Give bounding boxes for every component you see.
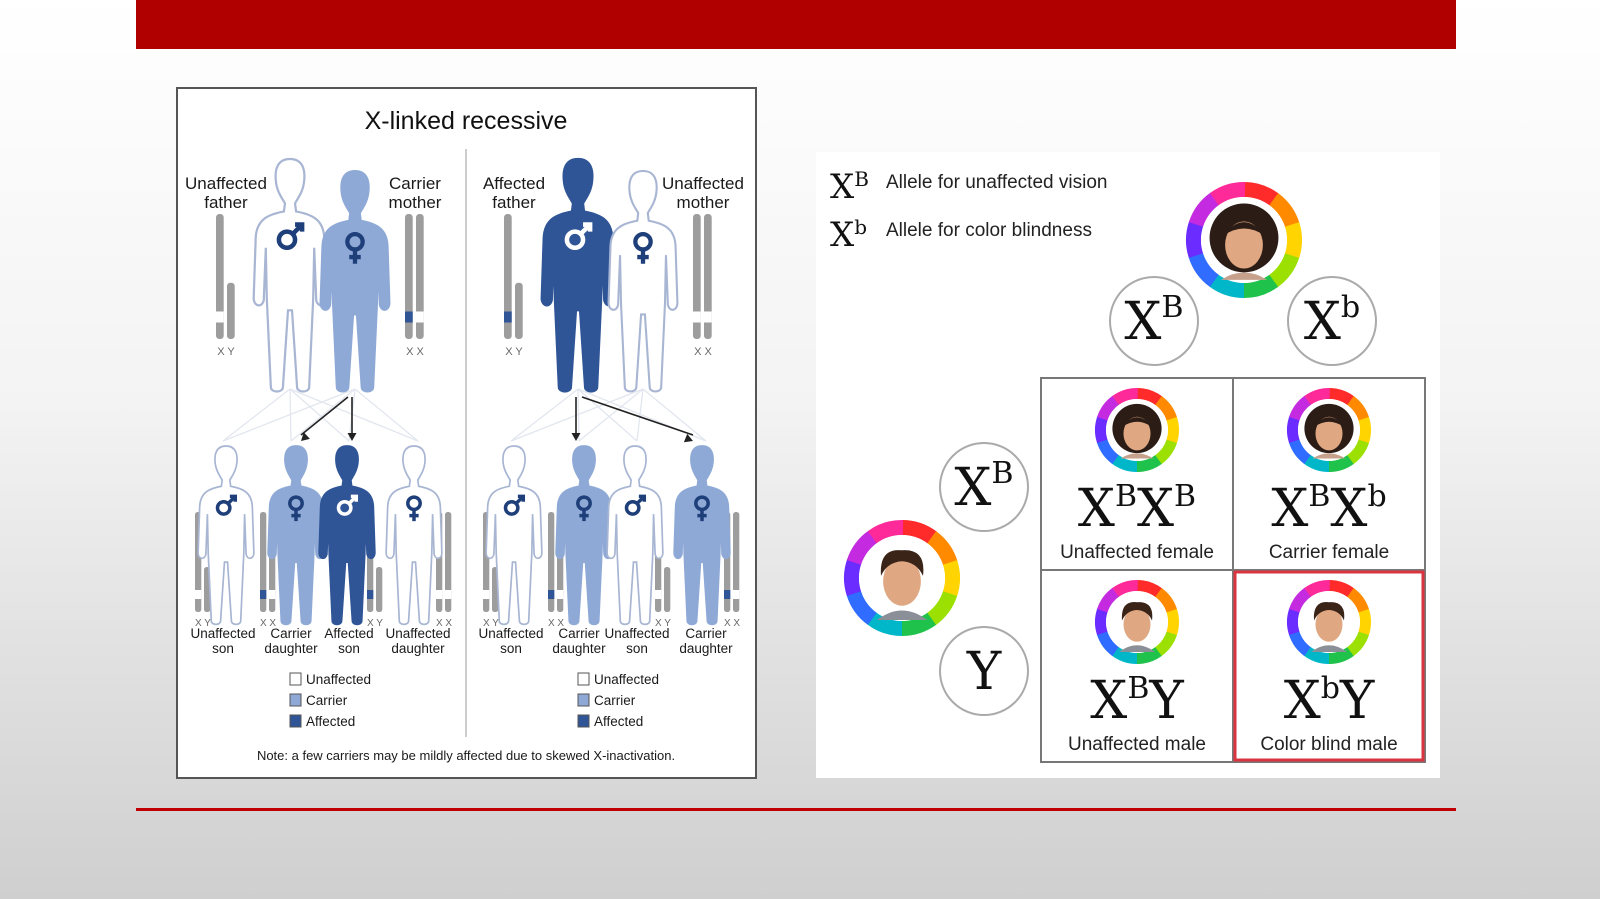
svg-text:Affected: Affected [324,626,374,641]
mother-allele-circle [1288,277,1376,365]
child-figure [319,446,375,624]
phenotype-label: Unaffected male [1067,734,1207,755]
pedigree-legend [290,672,371,729]
legend-label: Carrier [594,693,636,708]
svg-text:son: son [338,641,360,656]
svg-text:daughter: daughter [679,641,733,656]
slide-top-bar [136,0,1456,49]
legend-label: Unaffected [306,672,372,687]
legend-swatch [290,715,301,727]
child-chromosome-label: X X [435,618,453,629]
svg-text:daughter: daughter [552,641,606,656]
mother-chromosome-label: X X [694,346,712,358]
legend-label: Affected [594,714,644,729]
child-label [190,626,255,656]
legend-label: Carrier [306,693,348,708]
child-chromosome-label: X Y [367,618,383,629]
child-figure [386,446,442,624]
svg-text:Unaffected: Unaffected [604,626,670,641]
father-chromosome-label: X Y [505,346,523,358]
punnett-figure [816,152,1440,778]
punnett-square-diagram [816,152,1440,778]
child-chromosome-label: X Y [483,618,499,629]
legend-swatch [578,673,589,685]
svg-text:son: son [500,641,522,656]
svg-text:father: father [492,193,536,212]
svg-text:Affected: Affected [482,174,546,193]
inheritance-arrows [572,397,694,442]
mother-chromosomes [693,214,712,339]
father-figure [254,159,327,392]
svg-text:Unaffected: Unaffected [385,626,451,641]
svg-text:daughter: daughter [391,641,445,656]
father-allele-circle [940,627,1028,715]
phenotype-label: Color blind male [1260,734,1398,755]
father-figure [542,159,615,392]
pedigree-figure [176,87,757,779]
inheritance-arrows [301,397,357,441]
child-chromosome-label: X X [723,618,741,629]
pedigree-diagram [178,89,755,777]
child-label [264,626,318,656]
genotype-label: $X^BX^b$ [1271,479,1387,539]
svg-text:Unaffected: Unaffected [662,174,744,193]
svg-text:father: father [204,193,248,212]
pedigree-legend [578,672,659,729]
allele-symbol: $X^B$ [1124,290,1184,352]
allele-symbol: $X^b$ [1303,290,1361,352]
child-label [385,626,450,656]
pedigree-lines [511,389,706,441]
svg-text:Unaffected: Unaffected [478,626,544,641]
father-allele-circle [940,443,1028,531]
child-label [552,626,606,656]
pedigree-note: Note: a few carriers may be mildly affected due to skewed X-inactivation. [256,748,676,763]
phenotype-label: Carrier female [1268,542,1390,563]
child-figure [674,446,730,624]
father-label [483,174,545,212]
key-allele-symbol: $X^B$ [830,167,869,207]
svg-text:Carrier: Carrier [685,626,727,641]
genotype-label: $X^bY$ [1283,671,1375,731]
father-chromosome-label: X Y [217,346,235,358]
svg-text:son: son [626,641,648,656]
svg-text:Carrier: Carrier [270,626,312,641]
pedigree-title: X-linked recessive [364,107,568,135]
mother-figure [321,171,390,391]
child-chromosome-label: X Y [195,618,211,629]
child-label [478,626,543,656]
child-chromosome-label: X X [259,618,277,629]
mother-label [662,174,744,212]
key-allele-symbol: $X^b$ [830,215,868,255]
mother-chromosomes [405,214,424,339]
phenotype-label: Unaffected female [1060,542,1214,563]
allele-symbol: Y [966,642,1002,702]
mother-figure [609,171,678,391]
svg-text:mother: mother [676,193,730,212]
genotype-label: $X^BX^B$ [1077,479,1197,539]
allele-symbol: $X^B$ [954,456,1014,518]
key-allele-description: Allele for unaffected vision [886,172,1108,193]
key-allele-description: Allele for color blindness [886,220,1092,241]
legend-label: Affected [306,714,356,729]
mother-chromosome-label: X X [406,346,424,358]
child-label [604,626,669,656]
child-chromosome-label: X X [547,618,565,629]
child-figure [556,446,612,624]
child-label [679,626,733,656]
father-label [185,174,267,212]
legend-swatch [290,694,301,706]
pedigree-lines [223,389,418,441]
svg-text:daughter: daughter [264,641,318,656]
punnett-cell [1068,580,1206,755]
legend-label: Unaffected [594,672,660,687]
father-chromosomes [504,214,523,339]
punnett-cell [1235,572,1423,760]
mother-label [389,174,442,212]
mother-allele-circle [1110,277,1198,365]
svg-text:son: son [212,641,234,656]
legend-swatch [290,673,301,685]
child-label [324,626,373,656]
father-chromosomes [216,214,235,339]
legend-swatch [578,715,589,727]
svg-text:mother: mother [388,193,442,212]
svg-text:Unaffected: Unaffected [190,626,256,641]
child-figure [607,446,663,624]
svg-text:Carrier: Carrier [558,626,600,641]
punnett-cell [1269,388,1389,563]
child-chromosome-label: X Y [655,618,671,629]
slide-bottom-rule [136,808,1456,811]
genotype-label: $X^BY$ [1090,671,1184,731]
punnett-cell [1060,388,1214,563]
legend-swatch [578,694,589,706]
svg-text:Carrier: Carrier [389,174,441,193]
child-figure [268,446,324,624]
svg-text:Unaffected: Unaffected [185,174,267,193]
